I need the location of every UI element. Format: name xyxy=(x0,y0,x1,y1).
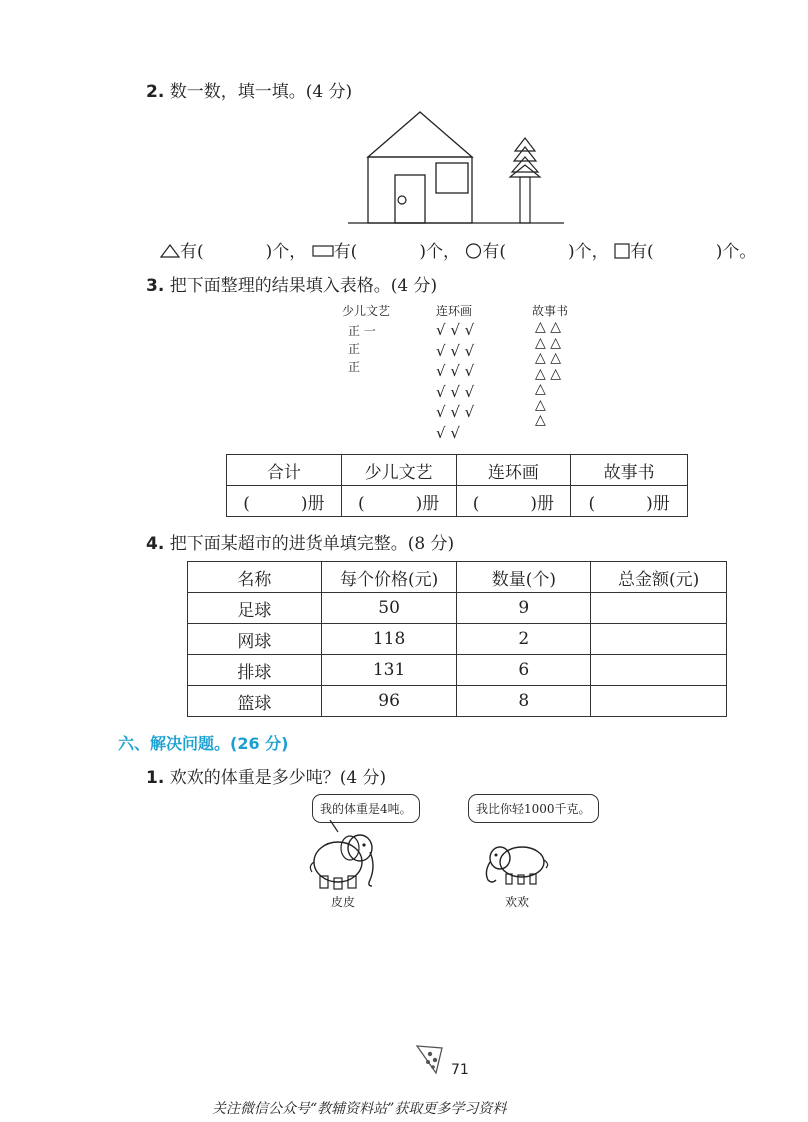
table-header-row: 名称 每个价格(元) 数量(个) 总金额(元) xyxy=(188,562,727,593)
elephant-huanhuan-icon xyxy=(480,838,552,890)
name-label-huanhuan: 欢欢 xyxy=(505,895,530,909)
door-knob xyxy=(398,196,406,204)
window xyxy=(436,163,468,193)
header-cell: 少儿文艺 xyxy=(341,455,456,486)
speech-bubble-right: 我比你轻1000千克。 xyxy=(468,794,599,823)
q6-1-title: 1. 欢欢的体重是多少吨？(4 分) xyxy=(146,768,387,788)
table-header-row xyxy=(227,455,688,486)
header-cell: 合计 xyxy=(227,455,342,486)
table-row xyxy=(227,486,688,517)
tally-shaonian: 正 一 正 正 xyxy=(348,324,376,374)
q3-result-table xyxy=(226,454,688,517)
tally-header-shaonian: 少儿文艺 xyxy=(342,304,391,318)
tally-header-gushi: 故事书 xyxy=(532,304,569,318)
page-badge-icon xyxy=(414,1040,450,1076)
circle-icon xyxy=(465,243,482,259)
elephant-pipi-icon xyxy=(300,820,390,892)
house-body xyxy=(368,157,472,223)
q3-title: 3. 把下面整理的结果填入表格。(4 分) xyxy=(146,276,438,296)
q4-purchase-table xyxy=(187,561,727,717)
footer-text: 关注微信公众号“教辅资料站”获取更多学习资料 xyxy=(212,1101,507,1117)
table-row: 排球 131 6 xyxy=(188,655,727,686)
rectangle-icon xyxy=(312,245,334,257)
answer-cell[interactable] xyxy=(591,624,727,655)
house-tree-figure xyxy=(340,105,570,230)
roof-triangle xyxy=(368,112,472,157)
q4-title: 4. 把下面某超市的进货单填完整。(8 分) xyxy=(146,534,455,554)
answer-cell[interactable]: ( )册 xyxy=(571,486,688,517)
square-icon xyxy=(614,243,630,259)
table-row: 篮球 96 8 xyxy=(188,686,727,717)
speech-bubble-left: 我的体重是4吨。 xyxy=(312,794,420,823)
triangle-icon xyxy=(160,244,180,258)
tally-lianhuan: √ √ √ √ √ √ √ √ √ √ √ √ √ √ √ √ √ xyxy=(436,321,475,442)
answer-cell[interactable] xyxy=(591,655,727,686)
q2-title: 2. 数一数，填一填。(4 分) xyxy=(146,82,353,102)
answer-cell[interactable] xyxy=(591,686,727,717)
header-cell: 故事书 xyxy=(571,455,688,486)
tally-gushi: △ △ △ △ △ △ △ △ △ △ △ xyxy=(535,319,561,428)
table-row: 足球 50 9 xyxy=(188,593,727,624)
section-six-title: 六、解决问题。(26 分) xyxy=(118,734,289,753)
answer-cell[interactable]: ( )册 xyxy=(227,486,342,517)
table-row: 网球 118 2 xyxy=(188,624,727,655)
door xyxy=(395,175,425,223)
page-number: 71 xyxy=(451,1062,469,1078)
name-label-pipi: 皮皮 xyxy=(331,895,356,909)
q2-count-line: 有( )个， 有( )个， 有( )个， 有( )个。 xyxy=(160,237,756,262)
tally-header-lianhuan: 连环画 xyxy=(436,304,473,318)
answer-cell[interactable]: ( )册 xyxy=(456,486,571,517)
header-cell: 连环画 xyxy=(456,455,571,486)
answer-cell[interactable] xyxy=(591,593,727,624)
answer-cell[interactable]: ( )册 xyxy=(341,486,456,517)
